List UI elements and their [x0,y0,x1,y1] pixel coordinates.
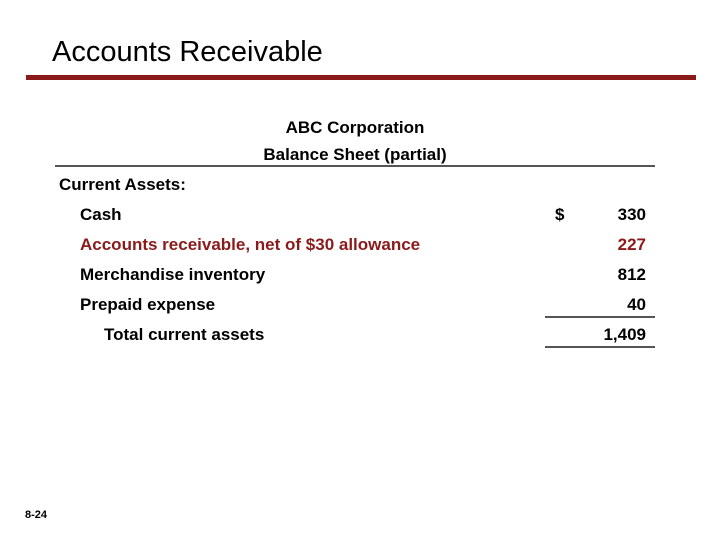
header-rule [55,165,655,167]
total-label: Total current assets [104,325,265,344]
row-label: Merchandise inventory [80,265,266,284]
table-row [0,295,720,315]
row-amount: 227 [617,235,646,254]
company-name: ABC Corporation [285,118,425,137]
row-amount: 330 [617,205,646,224]
slide-title: Accounts Receivable [52,36,323,68]
table-row [0,205,720,225]
row-label: Prepaid expense [80,295,216,314]
row-amount: 40 [627,295,646,314]
row-currency: $ [555,205,565,224]
table-row [0,265,720,285]
total-amount: 1,409 [603,325,646,344]
total-row [0,325,720,345]
total-rule [545,346,655,348]
section-label: Current Assets: [59,175,186,194]
table-row [0,235,720,255]
row-amount: 812 [617,265,646,284]
row-label: Accounts receivable, net of $30 allowance [80,235,421,254]
slide-number: 8-24 [25,509,48,521]
statement-name: Balance Sheet (partial) [263,145,447,164]
subtotal-rule [545,316,655,318]
row-label: Cash [80,205,122,224]
title-rule [26,75,696,80]
